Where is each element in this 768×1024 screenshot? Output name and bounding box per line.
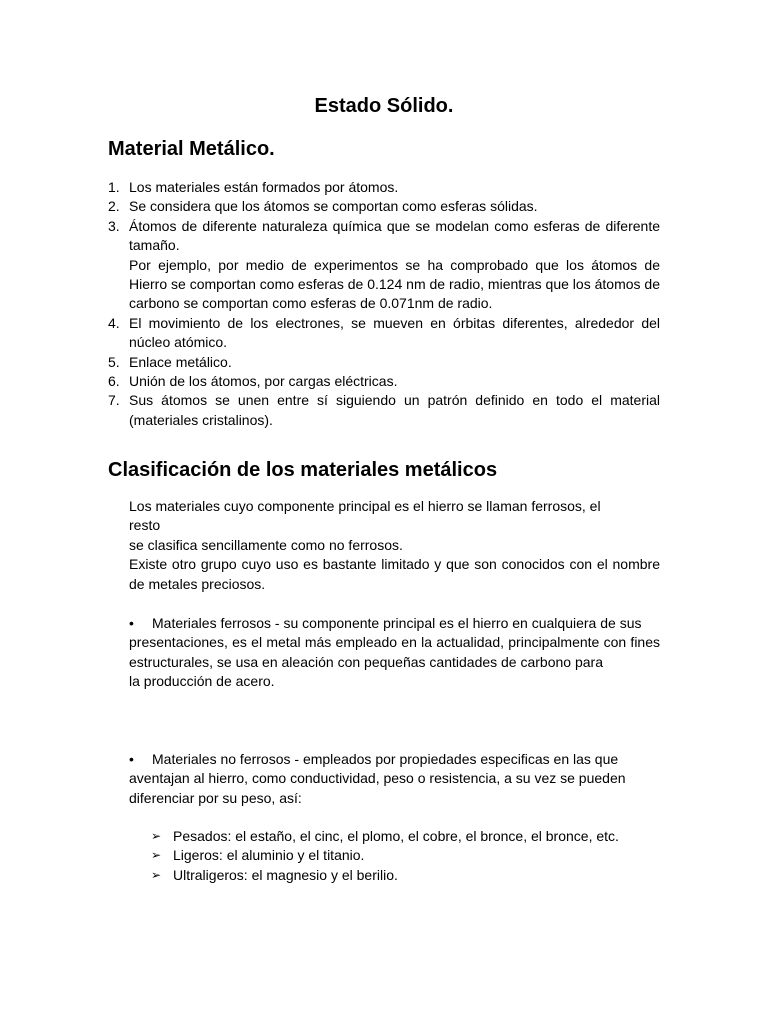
list-item [108, 353, 660, 372]
sub-list-item-text: Pesados: el estaño, el cinc, el plomo, el cobre, el bronce, el bronce, etc. [173, 828, 619, 844]
document-title: Estado Sólido. [314, 95, 454, 117]
bullet-continuation: diferenciar por su peso, así: [129, 789, 302, 806]
sub-list-item-text: Ligeros: el aluminio y el titanio. [173, 847, 365, 864]
list-item [108, 372, 660, 391]
intro-line: Los materiales cuyo componente principal es el hierro se llaman ferrosos, el [129, 498, 601, 514]
list-item-text: Se considera que los átomos se comportan como esferas sólidas. [129, 198, 538, 215]
bullet-dot-icon: • [129, 751, 134, 767]
bullet-lead-text: Materiales ferrosos - su componente principal es el hierro en cualquiera de sus [152, 615, 642, 631]
bullet-dot-icon: • [129, 615, 134, 631]
list-item [108, 217, 660, 314]
list-item-number: 1. [108, 179, 120, 195]
sub-list-item [151, 866, 671, 885]
bullet-lead-text: Materiales no ferrosos - empleados por propiedades especificas en las que [152, 751, 619, 767]
list-item-text: El movimiento de los electrones, se mueven en órbitas diferentes, alrededor del núcleo atómico. [129, 314, 660, 351]
list-item-text: Unión de los átomos, por cargas eléctricas. [129, 373, 398, 390]
intro-line: resto [129, 517, 161, 534]
arrow-bullet-icon: ➢ [151, 848, 162, 863]
sub-list [151, 827, 671, 885]
bullet-continuation: aventajan al hierro, como conductividad, peso o resistencia, a su vez se pueden [129, 770, 626, 787]
bullet-materiales-no-ferrosos [129, 750, 660, 808]
list-item [108, 197, 660, 216]
bullet-lead [129, 750, 660, 769]
sub-list-item-text: Ultraligeros: el magnesio y el berilio. [173, 866, 398, 883]
list-item [108, 314, 660, 353]
list-item-extra-paragraph: Por ejemplo, por medio de experimentos se ha comprobado que los átomos de Hierro se comportan como esferas de 0.124 nm de radio, mientras que los átomos de carbono se comportan como esferas de 0.071nm de radio. [129, 256, 660, 312]
list-item-text: Sus átomos se unen entre sí siguiendo un patrón definido en todo el material (materiales cristalinos). [129, 392, 660, 428]
list-item [108, 391, 660, 430]
list-item-number: 7. [108, 392, 120, 409]
arrow-bullet-icon: ➢ [151, 867, 162, 882]
list-item-number: 2. [108, 198, 120, 215]
bullet-lead [129, 614, 660, 633]
intro-line: Existe otro grupo cuyo uso es bastante limitado y que son conocidos con el nombre de metales preciosos. [129, 556, 660, 592]
arrow-bullet-icon: ➢ [151, 829, 162, 843]
intro-line: se clasifica sencillamente como no ferrosos. [129, 536, 403, 553]
numbered-list [108, 178, 660, 430]
list-item-number: 5. [108, 353, 120, 370]
bullet-continuation: presentaciones, es el metal más empleado en la actualidad, principalmente con fines estructurales, se usa en aleación con pequeñas cantidades de carbono para [129, 634, 660, 670]
list-item [108, 178, 660, 197]
sub-list-item [151, 846, 671, 865]
section-heading-clasificacion: Clasificación de los materiales metálicos [108, 459, 498, 481]
list-item-number: 4. [108, 314, 120, 331]
bullet-continuation: la producción de acero. [129, 673, 275, 690]
list-item-text: Los materiales están formados por átomos. [129, 179, 399, 195]
intro-paragraph [129, 497, 660, 594]
bullet-materiales-ferrosos [129, 614, 660, 692]
sub-list-item [151, 827, 671, 846]
list-item-number: 6. [108, 373, 120, 390]
list-item-text: Átomos de diferente naturaleza química que se modelan como esferas de diferente tamaño. [129, 217, 660, 254]
list-item-number: 3. [108, 217, 120, 234]
section-heading-material-metalico: Material Metálico. [108, 138, 275, 160]
list-item-text: Enlace metálico. [129, 353, 232, 370]
